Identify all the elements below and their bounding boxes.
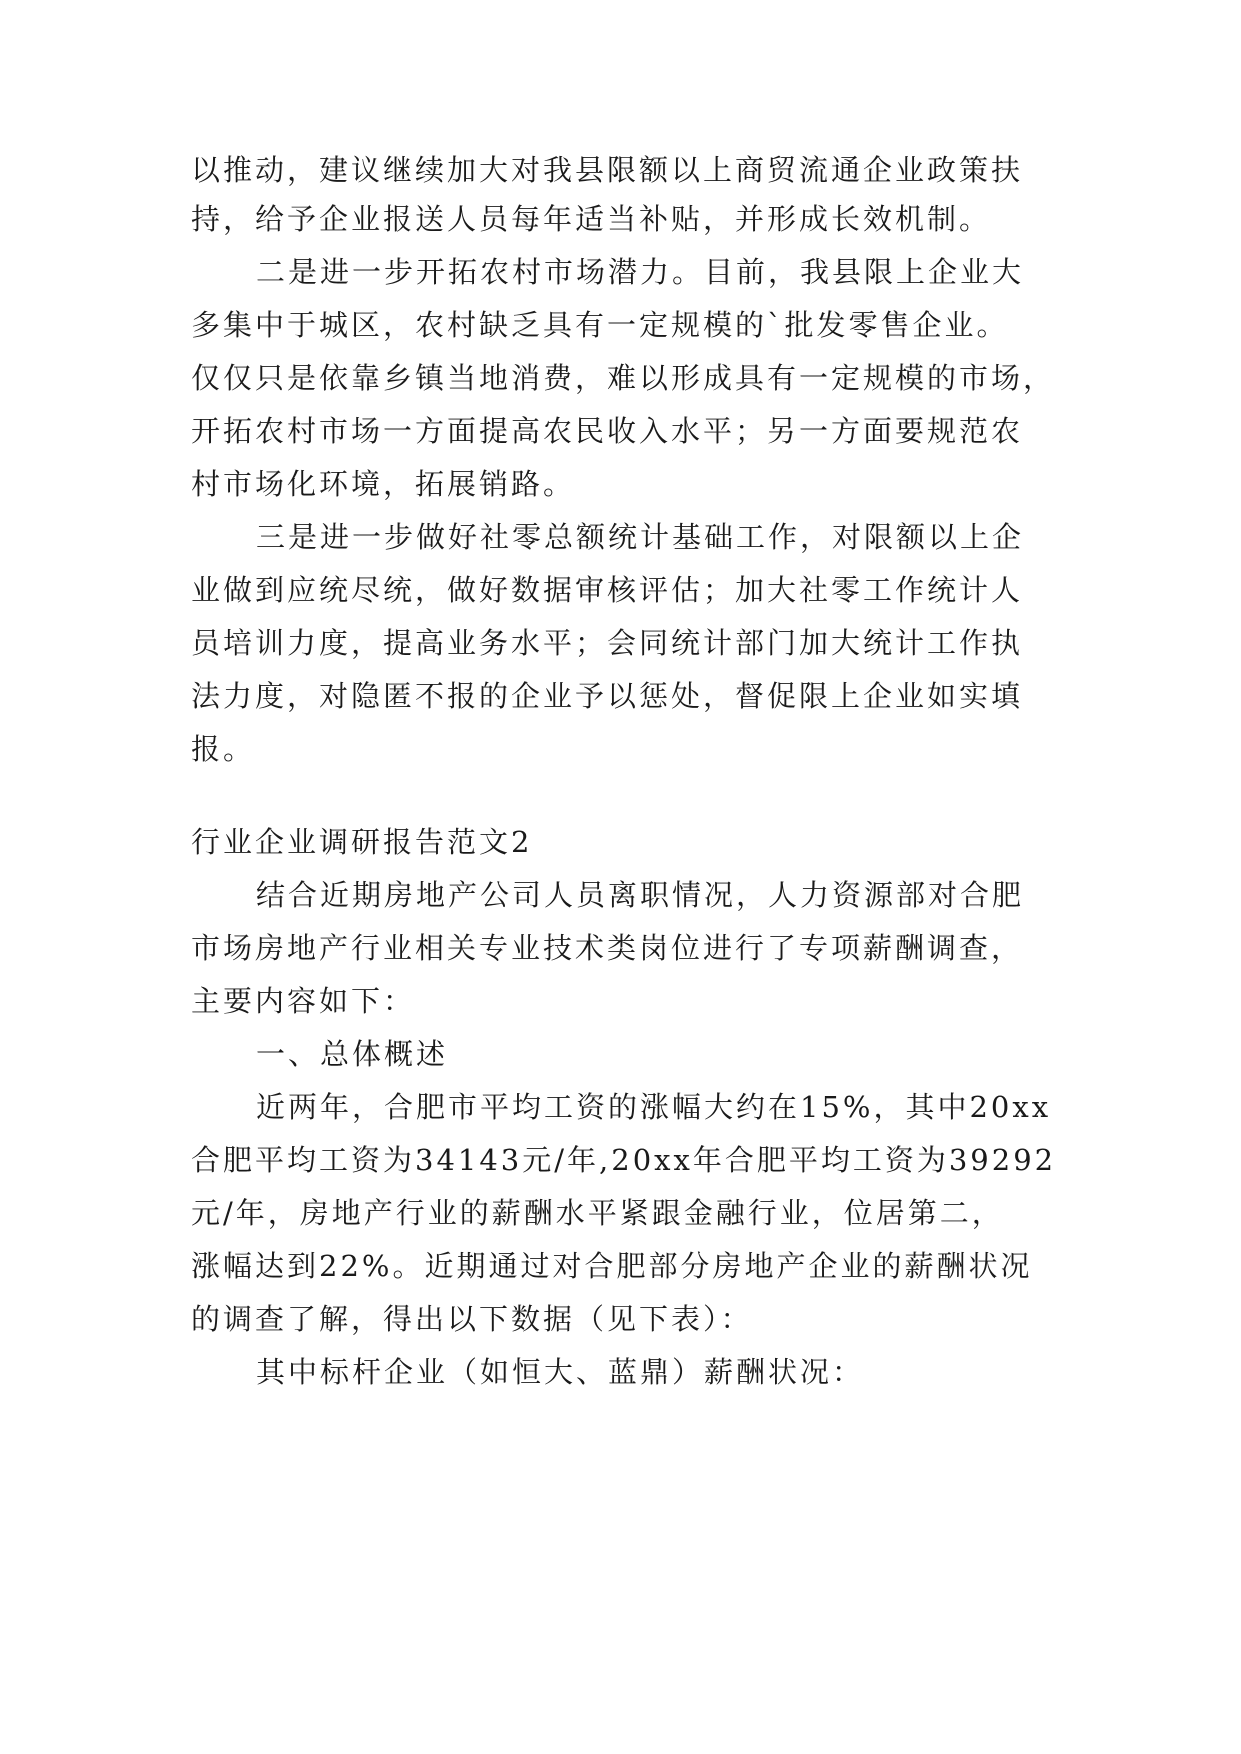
paragraph-line: 村市场化环境，拓展销路。 [191,467,576,501]
paragraph-line: 三是进一步做好社零总额统计基础工作，对限额以上企 [256,520,1025,554]
paragraph-line: 员培训力度，提高业务水平；会同统计部门加大统计工作执 [191,626,1024,660]
paragraph-line: 结合近期房地产公司人员离职情况，人力资源部对合肥 [256,878,1025,912]
paragraph-line: 市场房地产行业相关专业技术类岗位进行了专项薪酬调查， [191,931,1024,965]
paragraph-line: 二是进一步开拓农村市场潜力。目前，我县限上企业大 [256,255,1025,289]
paragraph-line: 以推动，建议继续加大对我县限额以上商贸流通企业政策扶 [191,153,1024,187]
subsection-heading: 一、总体概述 [256,1037,449,1071]
paragraph-line: 报。 [191,732,256,766]
paragraph-line: 业做到应统尽统，做好数据审核评估；加大社零工作统计人 [191,573,1024,607]
paragraph-line: 开拓农村市场一方面提高农民收入水平；另一方面要规范农 [191,414,1024,448]
paragraph-line: 的调查了解，得出以下数据（见下表）： [191,1302,753,1336]
paragraph-line: 合肥平均工资为34143元/年,20xx年合肥平均工资为39292 [191,1143,1057,1177]
section-heading: 行业企业调研报告范文2 [191,825,533,859]
paragraph-line: 其中标杆企业（如恒大、蓝鼎）薪酬状况： [256,1355,865,1389]
paragraph-line: 涨幅达到22%。近期通过对合肥部分房地产企业的薪酬状况 [191,1249,1033,1283]
paragraph-line: 近两年，合肥市平均工资的涨幅大约在15%，其中20xx [256,1090,1052,1124]
paragraph-line: 仅仅只是依靠乡镇当地消费，难以形成具有一定规模的市场， [191,361,1056,395]
paragraph-line: 主要内容如下： [191,984,416,1018]
paragraph-line: 法力度，对隐匿不报的企业予以惩处，督促限上企业如实填 [191,679,1024,713]
paragraph-line: 元/年，房地产行业的薪酬水平紧跟金融行业，位居第二， [191,1196,1004,1230]
paragraph-line: 多集中于城区，农村缺乏具有一定规模的`批发零售企业。 [191,308,1009,342]
paragraph-line: 持，给予企业报送人员每年适当补贴，并形成长效机制。 [191,202,992,236]
